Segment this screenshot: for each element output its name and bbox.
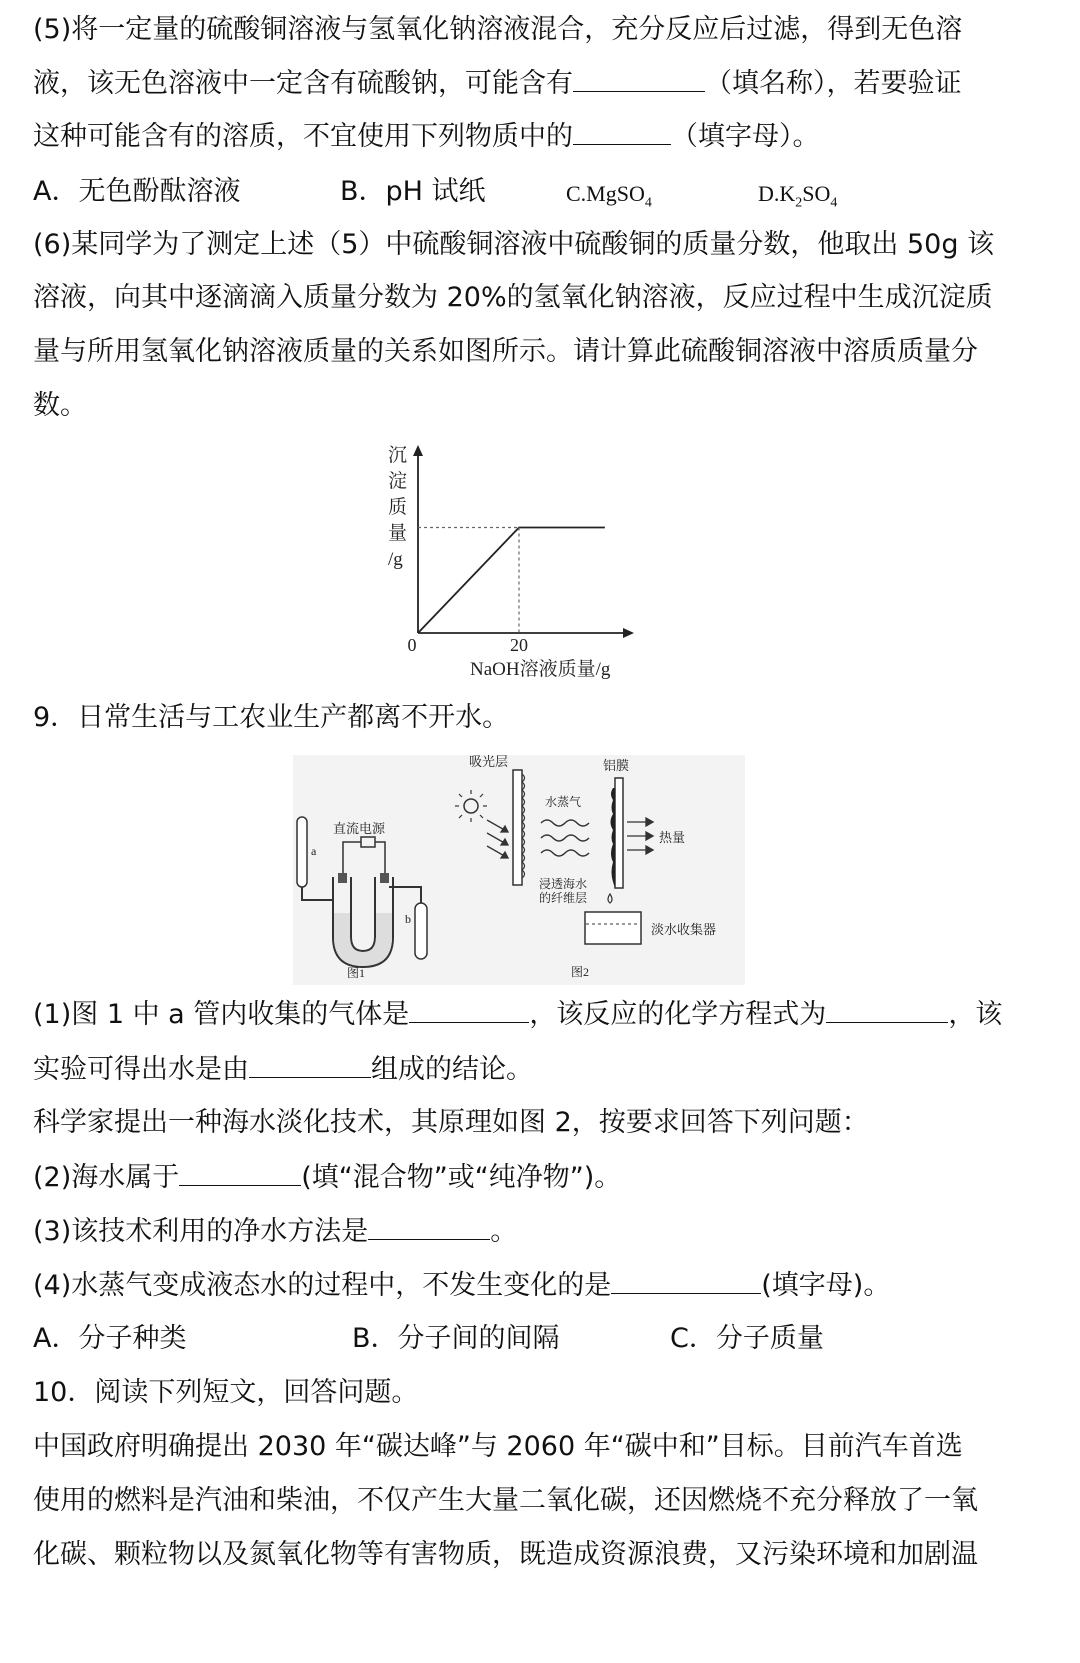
- q9-intro: 科学家提出一种海水淡化技术，其原理如图 2，按要求回答下列问题：: [33, 1107, 869, 1138]
- option-d-text: D.K: [758, 181, 796, 206]
- answer-blank-composition[interactable]: [249, 1051, 371, 1078]
- q9-1-text-2: ，该反应的化学方程式为: [529, 999, 827, 1030]
- option-d-subscript-2: 4: [830, 195, 838, 211]
- option-c-text: C.MgSO: [566, 181, 645, 206]
- q8-5-line1: (5)将一定量的硫酸铜溶液与氢氧化钠溶液混合，充分反应后过滤，得到无色溶: [33, 14, 963, 45]
- origin-label: 0: [407, 635, 417, 655]
- figure-2-caption: 图2: [571, 965, 590, 979]
- q8-5-line3: [33, 118, 820, 155]
- q9-1-line2: [33, 1051, 533, 1088]
- option-c: [566, 176, 652, 221]
- y-axis-label-char: 量: [388, 523, 408, 544]
- y-axis-label-char: 质: [388, 497, 408, 518]
- tube-a: [297, 817, 307, 887]
- q9-option-b: B．分子间的间隔: [352, 1323, 560, 1354]
- q9-1-text: (1)图 1 中 a 管内收集的气体是: [33, 999, 410, 1030]
- precipitate-chart: [370, 435, 660, 685]
- heat-label: 热量: [659, 830, 686, 845]
- collector-label: 淡水收集器: [651, 922, 717, 937]
- q9-4-text-2: (填字母)。: [761, 1270, 891, 1301]
- answer-blank-solute[interactable]: [573, 65, 705, 92]
- stopper-right: [380, 873, 389, 883]
- absorb-layer-label: 吸光层: [469, 754, 509, 769]
- x-axis-arrow: [623, 628, 634, 638]
- q9-4-text: (4)水蒸气变成液态水的过程中，不发生变化的是: [33, 1270, 612, 1301]
- stopper-left: [338, 873, 347, 883]
- al-film-label: 铝膜: [603, 758, 630, 773]
- q9-1-text-4: 实验可得出水是由: [33, 1054, 249, 1085]
- q8-5-line3-tail: （填字母）。: [671, 121, 820, 152]
- power-supply-label: 直流电源: [333, 821, 386, 836]
- tube-a-label: a: [311, 844, 317, 858]
- answer-blank-method[interactable]: [368, 1213, 490, 1240]
- option-a: A．无色酚酞溶液: [33, 176, 241, 207]
- q9-1-text-3: ，该: [948, 999, 1003, 1030]
- q9-3-text: (3)该技术利用的净水方法是: [33, 1216, 369, 1247]
- option-b: B．pH 试纸: [340, 176, 486, 207]
- answer-blank-letter[interactable]: [573, 118, 671, 145]
- q9-option-c: C．分子质量: [670, 1323, 824, 1354]
- answer-blank-gas[interactable]: [409, 996, 529, 1023]
- q9-2-text: (2)海水属于: [33, 1162, 180, 1193]
- option-d-text-2: SO: [802, 181, 831, 206]
- answer-blank-unchanged[interactable]: [611, 1267, 761, 1294]
- x-axis-label: NaOH溶液质量/g: [470, 659, 611, 680]
- series-line: [418, 527, 605, 633]
- q9-2-line: [33, 1159, 621, 1196]
- q10-line1: 中国政府明确提出 2030 年“碳达峰”与 2060 年“碳中和”目标。目前汽车首选: [33, 1431, 963, 1462]
- aluminum-film: [615, 778, 623, 888]
- q10-title: 10．阅读下列短文，回答问题。: [33, 1377, 419, 1408]
- fiber-label-line2: 的纤维层: [539, 891, 588, 905]
- q9-3-line: [33, 1213, 517, 1250]
- tube-b: [415, 903, 427, 959]
- freshwater-collector: [585, 912, 641, 944]
- absorbing-layer: [513, 770, 522, 885]
- q8-6-line3: 量与所用氢氧化钠溶液质量的关系如图所示。请计算此硫酸铜溶液中溶质质量分: [33, 336, 978, 367]
- q8-5-line3-text: 这种可能含有的溶质，不宜使用下列物质中的: [33, 121, 573, 152]
- q9-1-line1: [33, 996, 1002, 1033]
- q8-6-line1: (6)某同学为了测定上述（5）中硫酸铜溶液中硫酸铜的质量分数，他取出 50g 该: [33, 229, 995, 260]
- q8-5-line2: [33, 65, 962, 102]
- q9-2-text-2: (填“混合物”或“纯净物”)。: [301, 1162, 622, 1193]
- q8-5-line2-text: 液，该无色溶液中一定含有硫酸钠，可能含有: [33, 68, 573, 99]
- answer-blank-equation[interactable]: [826, 996, 948, 1023]
- sun-icon: [455, 790, 487, 822]
- vapor-label: 水蒸气: [545, 795, 582, 809]
- y-axis-arrow: [413, 445, 423, 456]
- option-d-subscript-1: 2: [795, 195, 803, 211]
- figure-1-caption: 图1: [347, 966, 366, 980]
- option-c-subscript: 4: [644, 195, 652, 211]
- q9-title: 9．日常生活与工农业生产都离不开水。: [33, 702, 510, 733]
- y-axis-label-char: 沉: [388, 445, 408, 466]
- q9-4-line: [33, 1267, 890, 1304]
- option-d: [758, 176, 837, 221]
- q8-6-line2: 溶液，向其中逐滴滴入质量分数为 20%的氢氧化钠溶液，反应过程中生成沉淀质: [33, 282, 993, 313]
- figure-2-background: [533, 755, 745, 985]
- q9-option-a: A．分子种类: [33, 1323, 187, 1354]
- q9-3-text-2: 。: [490, 1216, 518, 1247]
- q8-5-line2-tail: （填名称），若要验证: [705, 68, 962, 99]
- tube-b-label: b: [405, 912, 411, 926]
- light-arrows: [487, 820, 508, 858]
- q10-line3: 化碳、颗粒物以及氮氧化物等有害物质，既造成资源浪费，又污染环境和加剧温: [33, 1539, 978, 1570]
- q9-1-text-5: 组成的结论。: [371, 1054, 533, 1085]
- x-tick-label: 20: [510, 635, 528, 655]
- fiber-label-line1: 浸透海水: [539, 877, 588, 891]
- q10-line2: 使用的燃料是汽油和柴油，不仅产生大量二氧化碳，还因燃烧不充分释放了一氧: [33, 1485, 978, 1516]
- figure-2-desalination: [453, 748, 753, 985]
- answer-blank-seawater[interactable]: [179, 1159, 301, 1186]
- q8-6-line4: 数。: [33, 390, 87, 421]
- y-axis-label-char: 淀: [388, 471, 408, 492]
- y-axis-label-char: /g: [388, 549, 403, 570]
